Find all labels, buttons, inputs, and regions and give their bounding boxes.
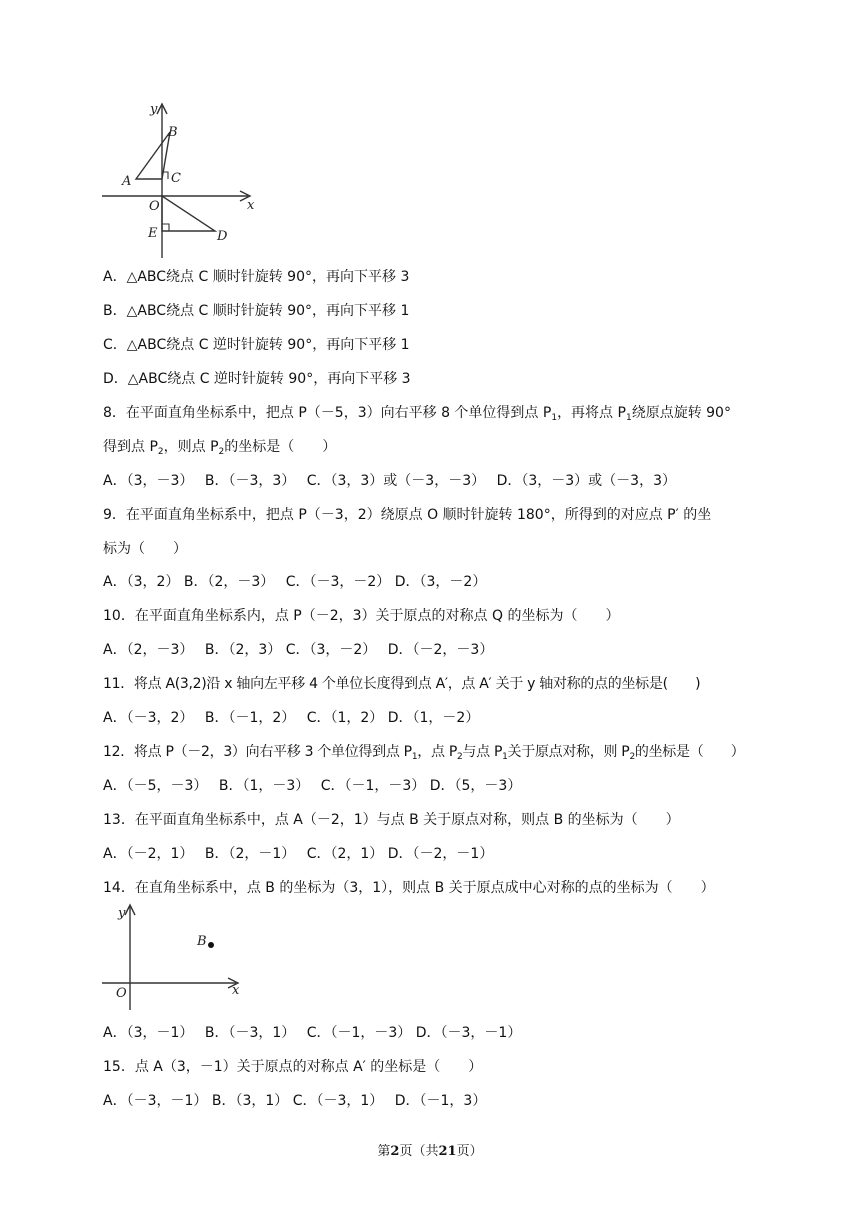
q15-options: A．（－3，－1） B．（3，1） C．（－3，1） D．（－1，3） xyxy=(103,1093,487,1109)
figure-point-b xyxy=(100,903,245,1013)
q8-stem-line2 xyxy=(103,438,336,461)
q13-options: A．（－2，1） B．（2，－1） C．（2，1） D．（－2，－1） xyxy=(103,846,494,862)
q8-text-1a: 8．在平面直角坐标系中，把点 P（－5，3）向右平移 8 个单位得到点 P xyxy=(103,405,552,421)
label-o: O xyxy=(149,199,160,214)
q12-text-c: 与点 P xyxy=(462,744,503,760)
q15-stem: 15．点 A（3，－1）关于原点的对称点 A′ 的坐标是（ ） xyxy=(103,1059,483,1075)
q12-sub-1: 1 xyxy=(411,752,418,762)
footer-total-pages: 21 xyxy=(438,1144,457,1159)
footer-page-number: 2 xyxy=(390,1144,400,1159)
q14-options: A．（3，－1） B．（－3，1） C．（－1，－3） D．（－3，－1） xyxy=(103,1025,522,1041)
q9-stem-line1: 9．在平面直角坐标系中，把点 P（－3，2）绕原点 O 顺时针旋转 180°，所得到的对应点 P′ 的坐 xyxy=(103,507,712,523)
label-c: C xyxy=(171,171,181,186)
q8-text-1c: 绕原点旋转 90° xyxy=(631,405,731,421)
q11-options: A．（－3，2） B．（－1，2） C．（1，2） D．（1，－2） xyxy=(103,710,480,726)
label-e: E xyxy=(148,226,158,241)
q14-stem: 14．在直角坐标系中，点 B 的坐标为（3，1），则点 B 关于原点成中心对称的点的坐标为（ ） xyxy=(103,880,715,896)
q12-sub-4: 2 xyxy=(629,752,635,762)
q8-sub-2: 1 xyxy=(625,413,632,423)
q8-text-1b: ，再将点 P xyxy=(557,405,626,421)
q13-stem: 13．在平面直角坐标系中，点 A（－2，1）与点 B 关于原点对称，则点 B 的坐标为（ ） xyxy=(103,812,680,828)
triangle-ode xyxy=(162,196,215,231)
figure-triangles xyxy=(100,100,260,260)
q8-stem-line1 xyxy=(103,404,731,427)
q8-text-2c: 的坐标是（ ） xyxy=(224,439,337,455)
q10-options: A．（2，－3） B．（2，3） C．（3，－2） D．（－2，－3） xyxy=(103,642,494,658)
label-b: B xyxy=(168,125,178,140)
q7-option-c: C．△ABC绕点 C 逆时针旋转 90°，再向下平移 1 xyxy=(103,337,410,353)
q9-options: A．（3，2） B．（2，－3） C．（－3，－2） D．（3，－2） xyxy=(103,574,487,590)
label-x: x xyxy=(247,198,255,213)
label-o: O xyxy=(116,986,127,1001)
q12-sub-3: 1 xyxy=(502,752,508,762)
page-footer xyxy=(0,1140,860,1159)
label-x: x xyxy=(232,983,240,998)
q9-stem-line2: 标为（ ） xyxy=(103,541,187,557)
q12-text-b: ，点 P xyxy=(417,744,457,760)
footer-suffix: 页） xyxy=(456,1144,483,1159)
label-d: D xyxy=(217,229,228,244)
label-y: y xyxy=(150,102,158,117)
q12-text-e: 的坐标是（ ） xyxy=(634,744,745,760)
q12-sub-2: 2 xyxy=(456,752,463,762)
point-b xyxy=(208,942,214,948)
right-angle-e xyxy=(162,224,169,231)
q8-text-2a: 得到点 P xyxy=(103,439,158,455)
footer-middle: 页（共 xyxy=(399,1144,439,1159)
q11-stem: 11．将点 A(3,2)沿 x 轴向左平移 4 个单位长度得到点 A′，点 A′ 关于 y 轴对称的点的坐标是( ) xyxy=(103,676,701,692)
q10-stem: 10．在平面直角坐标系内，点 P（－2，3）关于原点的对称点 Q 的坐标为（ ） xyxy=(103,608,620,624)
q12-text-a: 12．将点 P（－2，3）向右平移 3 个单位得到点 P xyxy=(103,744,412,760)
q12-options: A．（－5，－3） B．（1，－3） C．（－1，－3） D．（5，－3） xyxy=(103,778,522,794)
q7-option-a: A．△ABC绕点 C 顺时针旋转 90°，再向下平移 3 xyxy=(103,269,410,285)
label-a: A xyxy=(122,174,132,189)
q8-text-2b: ，则点 P xyxy=(163,439,219,455)
footer-prefix: 第 xyxy=(377,1144,391,1159)
label-b: B xyxy=(197,934,207,949)
q7-option-b: B．△ABC绕点 C 顺时针旋转 90°，再向下平移 1 xyxy=(103,303,410,319)
q7-option-d: D．△ABC绕点 C 逆时针旋转 90°，再向下平移 3 xyxy=(103,371,411,387)
label-y: y xyxy=(118,906,126,921)
q8-sub-1: 1 xyxy=(551,413,558,423)
q8-sub-4: 2 xyxy=(218,447,225,457)
q8-sub-3: 2 xyxy=(157,447,164,457)
q8-options: A．（3，－3） B．（－3，3） C．（3，3）或（－3，－3） D．（3，－3）或（－3，3） xyxy=(103,473,676,489)
q12-stem xyxy=(103,743,745,766)
q12-text-d: 关于原点对称，则 P xyxy=(507,744,630,760)
